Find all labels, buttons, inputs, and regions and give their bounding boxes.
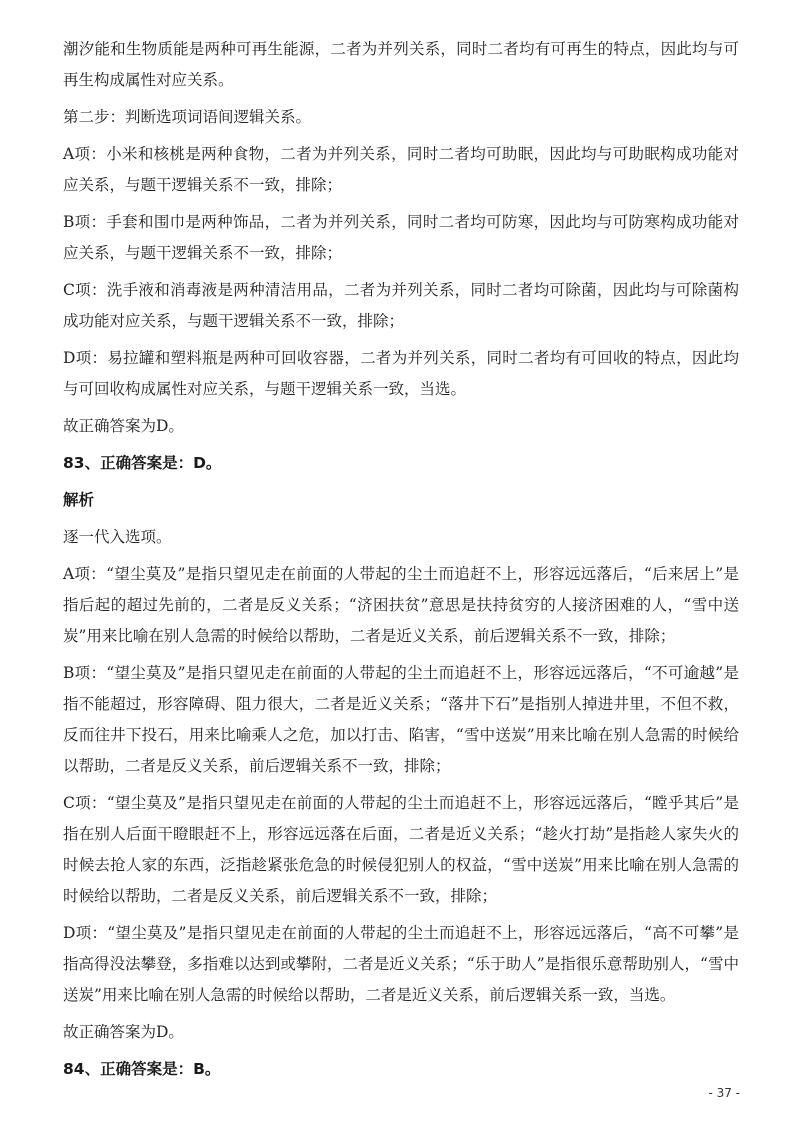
paragraph-83-option-c: C项：“望尘莫及”是指只望见走在前面的人带起的尘土而追赶不上，形容远远落后，“瞠乎其后”是指在别人后面干瞪眼赶不上，形容远远落在后面，二者是近义关系；“趁火打劫”是指趁人家失火的时候去抢人家的东西，泛指趁紧张危急的时候侵犯别人的权益，“雪中送炭”用来比喻在别人急需的时候给以帮助，二者是反义关系，前后逻辑关系不一致，排除； (63, 794, 739, 905)
paragraph-83-option-d: D项：“望尘莫及”是指只望见走在前面的人带起的尘土而追赶不上，形容远远落后，“高不可攀”是指高得没法攀登，多指难以达到或攀附，二者是近义关系；“乐于助人”是指很乐意帮助别人，“雪中送炭”用来比喻在别人急需的时候给以帮助，二者是近义关系，前后逻辑关系一致，当选。 (63, 924, 739, 1004)
question-83-heading: 83、正确答案是：D。 (63, 454, 222, 472)
paragraph-83-option-b: B项：“望尘莫及”是指只望见走在前面的人带起的尘土而追赶不上，形容远远落后，“不可逾越”是指不能超过，形容障碍、阻力很大，二者是近义关系；“落井下石”是指别人掉进井里，不但不救，反而往井下投石，用来比喻乘人之危，加以打击、陷害，“雪中送炭”用来比喻在别人急需的时候给以帮助，二者是反义关系，前后逻辑关系不一致，排除； (63, 664, 739, 775)
paragraph-step-two: 第二步：判断选项词语间逻辑关系。 (63, 108, 312, 126)
paragraph-83-answer: 故正确答案为D。 (63, 1023, 184, 1041)
paragraph-option-d: D项：易拉罐和塑料瓶是两种可回收容器，二者为并列关系，同时二者均有可回收的特点，因此均与可回收构成属性对应关系，与题干逻辑关系一致，当选。 (63, 349, 739, 398)
paragraph-answer: 故正确答案为D。 (63, 417, 184, 435)
paragraph-option-c: C项：洗手液和消毒液是两种清洁用品，二者为并列关系，同时二者均可除菌，因此均与可除菌构成功能对应关系，与题干逻辑关系不一致，排除； (63, 281, 739, 330)
question-84-heading: 84、正确答案是：B。 (63, 1060, 221, 1078)
page-number: - 37 - (708, 1086, 740, 1100)
paragraph-option-a: A项：小米和核桃是两种食物，二者为并列关系，同时二者均可助眠，因此均与可助眠构成功能对应关系，与题干逻辑关系不一致，排除； (63, 145, 739, 194)
paragraph-83-option-a: A项：“望尘莫及”是指只望见走在前面的人带起的尘土而追赶不上，形容远远落后，“后来居上”是指后起的超过先前的，二者是反义关系；“济困扶贫”意思是扶持贫穷的人接济困难的人，“雪中送炭”用来比喻在别人急需的时候给以帮助，二者是近义关系，前后逻辑关系不一致，排除； (63, 565, 739, 645)
document-body (63, 34, 739, 1091)
paragraph-option-b: B项：手套和围巾是两种饰品，二者为并列关系，同时二者均可防寒，因此均与可防寒构成功能对应关系，与题干逻辑关系不一致，排除； (63, 213, 739, 262)
analysis-heading: 解析 (63, 491, 95, 509)
paragraph-intro: 潮汐能和生物质能是两种可再生能源，二者为并列关系，同时二者均有可再生的特点，因此均与可再生构成属性对应关系。 (63, 40, 739, 89)
paragraph-substitute: 逐一代入选项。 (63, 528, 172, 546)
